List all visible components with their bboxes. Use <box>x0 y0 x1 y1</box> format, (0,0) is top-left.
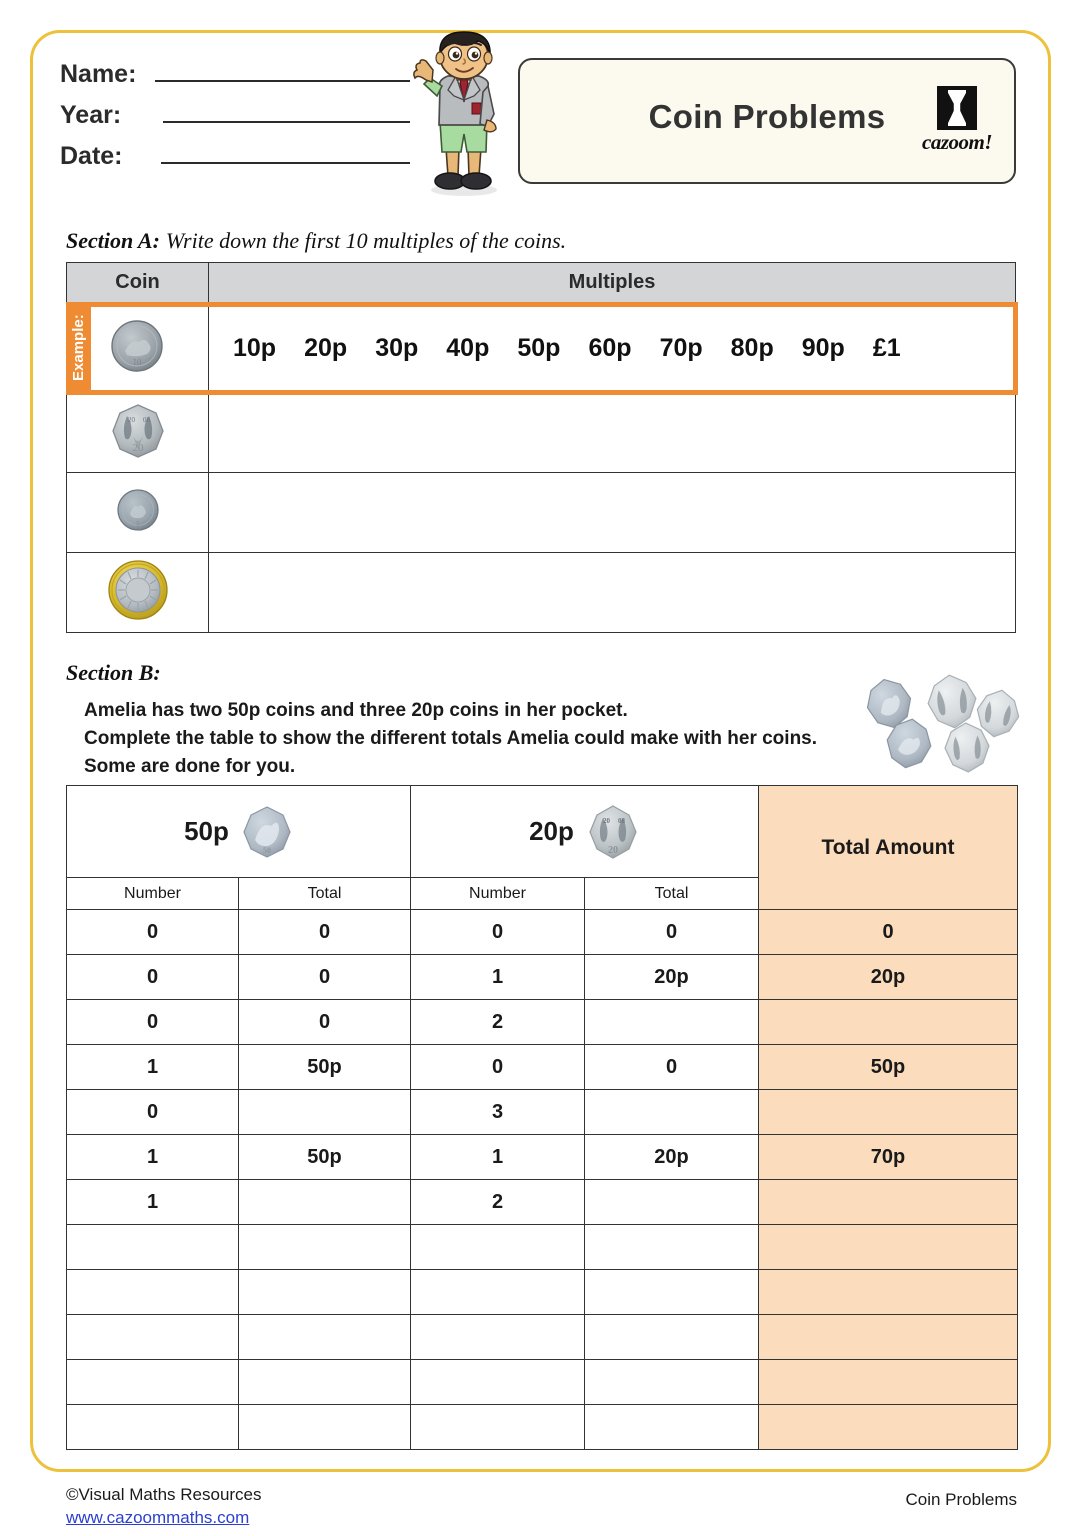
coin-cell-2pound <box>67 553 209 633</box>
table-row <box>67 393 1016 473</box>
cell-50p-total[interactable] <box>239 1360 411 1405</box>
cell-20p-number: 2 <box>411 1180 585 1225</box>
instruction-line: Some are done for you. <box>84 756 296 777</box>
section-a-description: Write down the first 10 multiples of the coins. <box>165 228 567 253</box>
svg-text:5: 5 <box>135 520 140 528</box>
cell-total-amount[interactable] <box>759 1315 1018 1360</box>
cell-50p-number: 1 <box>67 1180 239 1225</box>
svg-text:08: 08 <box>617 816 625 825</box>
example-tab-label: Example: <box>66 304 91 392</box>
cell-total-amount[interactable] <box>759 1270 1018 1315</box>
cell-50p-number[interactable] <box>67 1360 239 1405</box>
cell-50p-total[interactable] <box>239 1180 411 1225</box>
cell-total-amount: 50p <box>759 1045 1018 1090</box>
table-row <box>67 1180 1018 1225</box>
denomination-label-50p: 50p <box>184 816 229 846</box>
multiple-value: 70p <box>659 334 703 362</box>
denomination-label-20p: 20p <box>529 816 574 846</box>
cazoom-logo <box>918 86 996 162</box>
cell-20p-total: 20p <box>585 955 759 1000</box>
cell-20p-total[interactable] <box>585 1360 759 1405</box>
cell-20p-total[interactable] <box>585 1315 759 1360</box>
date-field-line[interactable] <box>161 140 410 164</box>
year-field-row <box>60 99 410 140</box>
cell-50p-total: 50p <box>239 1045 411 1090</box>
two-pound-coin-icon <box>107 559 169 621</box>
table-row <box>67 1405 1018 1450</box>
cell-total-amount[interactable] <box>759 1360 1018 1405</box>
cell-50p-total: 50p <box>239 1135 411 1180</box>
cell-total-amount[interactable] <box>759 1405 1018 1450</box>
multiples-cell-blank[interactable] <box>209 473 1016 553</box>
instruction-line: Complete the table to show the different totals Amelia could make with her coins. <box>84 728 818 749</box>
table-row <box>67 1090 1018 1135</box>
cell-20p-number: 1 <box>411 1135 585 1180</box>
cell-20p-total[interactable] <box>585 1405 759 1450</box>
cell-50p-number[interactable] <box>67 1315 239 1360</box>
table-row <box>67 1315 1018 1360</box>
cell-20p-number[interactable] <box>411 1270 585 1315</box>
svg-text:20: 20 <box>132 442 143 454</box>
section-b-heading <box>66 660 161 686</box>
cell-50p-total[interactable] <box>239 1090 411 1135</box>
cell-50p-number[interactable] <box>67 1270 239 1315</box>
multiple-value: £1 <box>872 334 901 362</box>
page-title: Coin Problems <box>648 98 886 135</box>
table-row <box>67 1045 1018 1090</box>
cell-20p-number: 2 <box>411 1000 585 1045</box>
cell-50p-total[interactable] <box>239 1225 411 1270</box>
multiple-value: 90p <box>801 334 845 362</box>
instruction-line: Amelia has two 50p coins and three 20p coins in her pocket. <box>84 700 628 721</box>
cell-20p-number[interactable] <box>411 1405 585 1450</box>
cell-20p-number: 0 <box>411 1045 585 1090</box>
svg-text:08: 08 <box>142 416 150 424</box>
header-fields <box>60 58 410 181</box>
five-pence-coin-icon <box>116 488 160 532</box>
table-header-row <box>67 263 1016 305</box>
footer-copyright: ©Visual Maths Resources <box>66 1485 262 1504</box>
table-row <box>67 553 1016 633</box>
svg-text:10: 10 <box>132 357 142 367</box>
cell-total-amount[interactable] <box>759 1090 1018 1135</box>
denomination-header-20p <box>411 786 759 878</box>
column-header-coin: Coin <box>67 263 209 305</box>
name-field-line[interactable] <box>155 58 410 82</box>
multiples-list <box>233 334 1013 363</box>
column-header-total-amount: Total Amount <box>759 786 1018 910</box>
table-row <box>67 1135 1018 1180</box>
cell-20p-number: 3 <box>411 1090 585 1135</box>
section-a-label: Section A: <box>66 228 160 253</box>
table-row <box>67 910 1018 955</box>
cell-50p-number: 0 <box>67 1090 239 1135</box>
cazoom-logo-word: cazoom! <box>922 130 992 154</box>
totals-table <box>66 785 1018 1450</box>
cell-20p-total: 0 <box>585 1045 759 1090</box>
coin-cell-5p <box>67 473 209 553</box>
multiples-cell-example <box>209 305 1016 393</box>
svg-text:50: 50 <box>262 845 271 855</box>
date-field-label: Date: <box>60 142 123 170</box>
svg-text:20: 20 <box>602 816 610 825</box>
multiple-value: 50p <box>517 334 561 362</box>
cell-total-amount: 0 <box>759 910 1018 955</box>
twenty-pence-coin-icon <box>109 402 167 460</box>
cell-50p-total[interactable] <box>239 1315 411 1360</box>
table-row <box>67 1000 1018 1045</box>
cell-50p-number: 0 <box>67 955 239 1000</box>
footer-worksheet-name: Coin Problems <box>905 1490 1017 1509</box>
column-header-multiples: Multiples <box>209 263 1016 305</box>
cell-20p-total[interactable] <box>585 1270 759 1315</box>
section-a-heading <box>66 228 566 254</box>
cell-20p-total[interactable] <box>585 1180 759 1225</box>
cell-50p-total[interactable] <box>239 1405 411 1450</box>
denomination-header-row <box>67 786 1018 878</box>
name-field-row <box>60 58 410 99</box>
cell-total-amount[interactable] <box>759 1180 1018 1225</box>
cell-20p-total[interactable] <box>585 1000 759 1045</box>
multiple-value: 10p <box>233 334 277 362</box>
cell-50p-number: 1 <box>67 1135 239 1180</box>
cell-50p-total: 0 <box>239 955 411 1000</box>
twenty-pence-coin-icon <box>586 803 640 861</box>
coin-cluster-illustration <box>855 665 1035 775</box>
sub-header-50p-number: Number <box>67 878 239 910</box>
cell-50p-number[interactable] <box>67 1225 239 1270</box>
cell-50p-total: 0 <box>239 910 411 955</box>
multiple-value: 60p <box>588 334 632 362</box>
date-field-row <box>60 140 410 181</box>
cell-total-amount[interactable] <box>759 1000 1018 1045</box>
cell-20p-total: 20p <box>585 1135 759 1180</box>
table-row-example <box>67 305 1016 393</box>
cell-20p-total[interactable] <box>585 1090 759 1135</box>
denomination-header-50p <box>67 786 411 878</box>
year-field-line[interactable] <box>163 99 410 123</box>
cell-20p-total: 0 <box>585 910 759 955</box>
student-mascot-illustration <box>404 30 519 200</box>
worksheet-title-box <box>518 58 1016 184</box>
footer-left <box>66 1483 262 1529</box>
table-row <box>67 955 1018 1000</box>
multiple-value: 20p <box>304 334 348 362</box>
cell-total-amount[interactable] <box>759 1225 1018 1270</box>
sub-header-50p-total: Total <box>239 878 411 910</box>
cell-20p-number[interactable] <box>411 1360 585 1405</box>
year-field-label: Year: <box>60 101 122 129</box>
table-row <box>67 1360 1018 1405</box>
cell-20p-number[interactable] <box>411 1315 585 1360</box>
section-b-instructions <box>84 697 854 781</box>
multiples-cell-blank[interactable] <box>209 553 1016 633</box>
coin-cell-20p <box>67 393 209 473</box>
cell-50p-total[interactable] <box>239 1270 411 1315</box>
cell-total-amount: 20p <box>759 955 1018 1000</box>
multiples-table <box>66 262 1018 633</box>
cell-20p-number[interactable] <box>411 1225 585 1270</box>
section-b-label: Section B: <box>66 660 161 685</box>
multiple-value: 40p <box>446 334 490 362</box>
cell-50p-number: 0 <box>67 1000 239 1045</box>
cell-50p-total: 0 <box>239 1000 411 1045</box>
sub-header-20p-total: Total <box>585 878 759 910</box>
multiple-value: 30p <box>375 334 419 362</box>
name-field-label: Name: <box>60 60 137 88</box>
svg-text:20: 20 <box>607 844 618 856</box>
cell-20p-number: 1 <box>411 955 585 1000</box>
table-row <box>67 473 1016 553</box>
ten-pence-coin-icon <box>109 318 165 374</box>
table-row <box>67 1270 1018 1315</box>
cell-50p-number[interactable] <box>67 1405 239 1450</box>
multiples-cell-blank[interactable] <box>209 393 1016 473</box>
multiple-value: 80p <box>730 334 774 362</box>
cell-50p-number: 0 <box>67 910 239 955</box>
cell-20p-total[interactable] <box>585 1225 759 1270</box>
cell-20p-number: 0 <box>411 910 585 955</box>
svg-text:20: 20 <box>127 416 135 424</box>
table-row <box>67 1225 1018 1270</box>
fifty-pence-coin-icon <box>241 804 293 860</box>
footer-website-link[interactable]: www.cazoommaths.com <box>66 1508 250 1527</box>
hourglass-icon <box>937 86 977 130</box>
cell-50p-number: 1 <box>67 1045 239 1090</box>
cell-total-amount: 70p <box>759 1135 1018 1180</box>
sub-header-20p-number: Number <box>411 878 585 910</box>
